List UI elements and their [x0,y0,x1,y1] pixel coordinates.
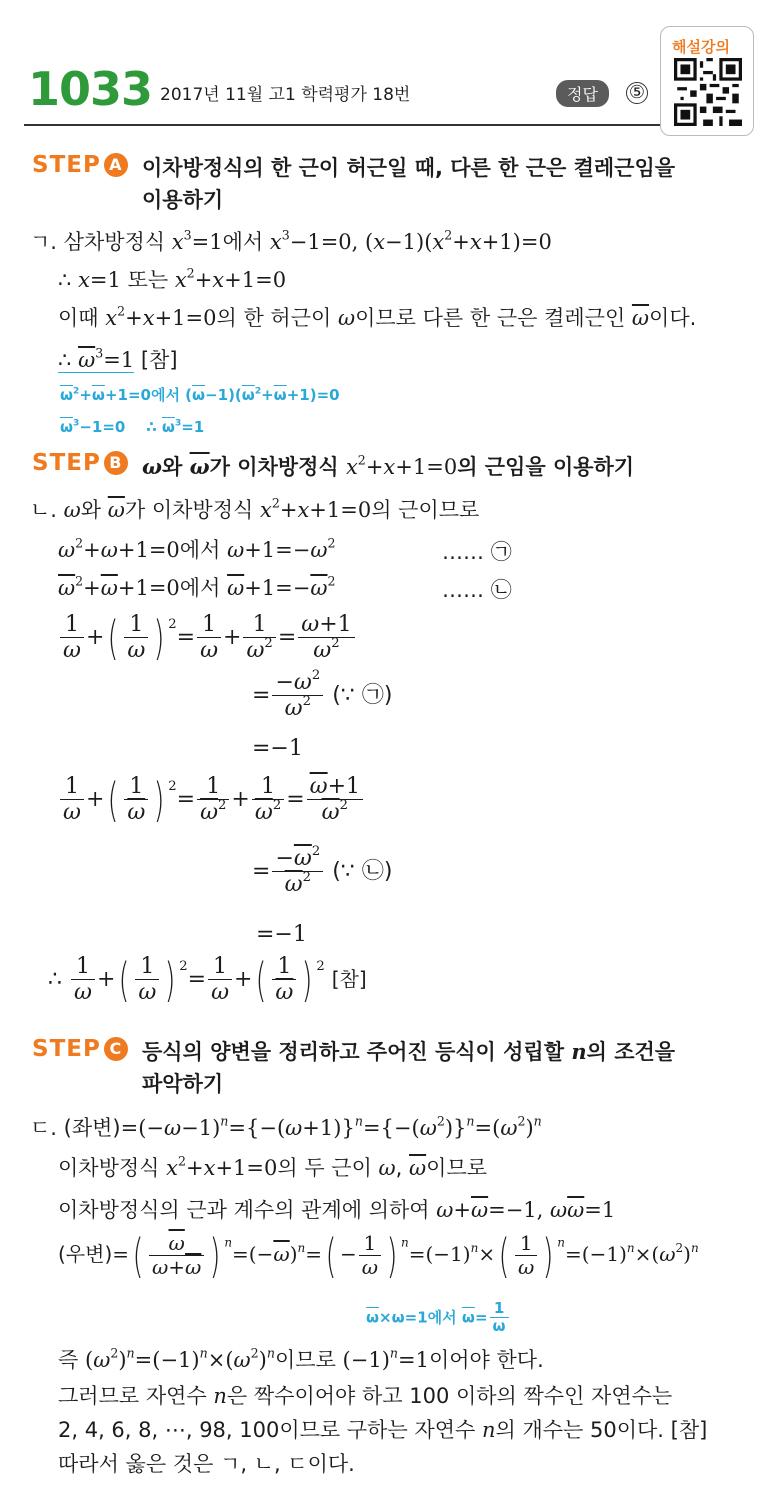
section-b-calc1-line2: = $\frac{-\omega^2}{\omega^2}$ (∵ ㉠) [252,668,393,722]
section-b-eq1: $\omega^2+\omega+1=0$에서 $\omega+1=-\omega^2$ [58,535,336,562]
section-b-conclusion: ∴ $\frac{1}{\omega}$ +( $\frac{1}{\omega}$ ) $^2$= $\frac{1}{\omega}$ +( $\frac{1}{\omega}$ ) $^2$ [참] [48,952,367,1007]
section-a-line1: ㄱ. 삼차방정식 $x^3=1$에서 $x^3-1=0$, $(x-1)(x^2+x+1)=0$ [30,227,552,254]
section-b-line1: ㄴ. ω와 $\overline{\omega}$가 이차방정식 $x^2+x+1=0$의 근이므로 [30,495,480,522]
step-b-title: ω와 $\overline{\omega}$가 이차방정식 $x^2+x+1=0$의 근임을 이용하기 [142,452,635,479]
step-c-badge: C [104,1037,128,1061]
header-divider [24,124,660,126]
section-c-line2: 이차방정식 $x^2+x+1=0$의 두 근이 ω, $\overline{\omega}$이므로 [58,1153,488,1180]
equation-label-1: …… ㉠ [442,540,512,564]
section-c-line7: 2, 4, 6, 8, ⋯, 98, 100이므로 구하는 자연수 n의 개수는 50이다. [참] [58,1418,708,1442]
section-c-line3: 이차방정식의 근과 계수의 관계에 의하여 $\omega+\overline{\omega}=-1$, $\omega\overline{\omega}=1$ [58,1198,616,1222]
section-c-hint: $\overline{\omega}\times\omega=1$에서 $\overline{\omega}=$ $\frac{1}{\omega}$ [366,1300,511,1336]
step-a-title-line1: 이차방정식의 한 근이 허근일 때, 다른 한 근은 켤레근임을 [142,156,676,180]
section-c-line5: 즉 $(\omega^2)^n=(-1)^n\times(\omega^2)^n$이므로 $(-1)^n=1$이어야 한다. [58,1345,544,1372]
problem-number: 1033 [28,62,153,116]
lecture-label[interactable]: 해설강의 [672,38,730,56]
answer-value: ⑤ [626,82,648,104]
section-b-calc1-line1: $\frac{1}{\omega}$ +( $\frac{1}{\omega}$ ) $^2$= $\frac{1}{\omega}$ + $\frac{1}{\omega^2}$ = $\frac{\omega+1}{\omega^2}$ [58,612,357,664]
step-a-badge: A [104,153,128,177]
step-c-title-line1: 등식의 양변을 정리하고 주어진 등식이 성립할 n의 조건을 [142,1039,676,1064]
step-b-label: STEP B [32,450,128,476]
qr-code-icon[interactable] [674,58,742,126]
final-conclusion: 따라서 옳은 것은 ㄱ, ㄴ, ㄷ이다. [58,1452,355,1476]
section-a-line2: ∴ x=1 또는 $x^2+x+1=0$ [58,265,287,292]
section-b-calc2-line3: =−1 [256,922,307,947]
step-a-label: STEP A [32,152,128,178]
section-b-calc2-line1: $\frac{1}{\omega}$ +( $\frac{1}{\omega}$ ) $^2$= $\frac{1}{\overline{\omega}^2}$ + $\frac{1}{\overline{\omega}^2}$ = $\frac{\overline{\omega}+1}{\overline{\omega}^2}$ [58,774,365,826]
section-a-hint1: $\overline{\omega}^2+\overline{\omega}+1=0$에서 $(\overline{\omega}-1)(\overline{\omega}^2+\overline{\omega}+1)=0$ [60,386,340,404]
section-c-line6: 그러므로 자연수 n은 짝수이어야 하고 100 이하의 짝수인 자연수는 [58,1384,673,1408]
answer-badge: 정답 [556,80,609,107]
section-b-calc2-line2: = $\frac{-\overline{\omega}^2}{\overline{\omega}^2}$ (∵ ㉡) [252,844,393,898]
section-a-hint2: $\overline{\omega}^3-1=0$ ∴ $\overline{\omega}^3=1$ [60,418,205,436]
problem-source: 2017년 11월 고1 학력평가 18번 [160,85,411,105]
equation-label-2: …… ㉡ [442,578,512,602]
step-c-title-line2: 파악하기 [142,1072,224,1096]
step-c-label: STEP C [32,1036,128,1062]
section-b-eq2: $\overline{\omega}^2+\overline{\omega}+1=0$에서 $\overline{\omega}+1=-\overline{\omega}^2$ [58,573,336,600]
section-c-line1: ㄷ. (좌변)$=(-\omega-1)^n=\{-(\omega+1)\}^n=\{-(\omega^2)\}^n=(\omega^2)^n$ [30,1113,542,1140]
section-a-line4: ∴ $\overline{\omega}^3=1$ [참] [58,345,178,372]
section-a-line3: 이때 $x^2+x+1=0$의 한 허근이 ω이므로 다른 한 근은 켤레근인 $\overline{\omega}$이다. [58,303,697,330]
section-c-line4: (우변)=( $\frac{\overline{\omega}}{\omega+\overline{\omega}}$ ) $^n=(-\overline{\omega})^n=$( − $\frac{1}{\omega}$ ) $^n=(-1)^n\times$( $\frac{1}{\omega}$ ) $^n=(-1)^n\times(\omega^2)^n$ [58,1228,699,1283]
step-b-badge: B [104,451,128,475]
section-b-calc1-line3: =−1 [252,736,303,761]
step-a-title-line2: 이용하기 [142,188,224,212]
